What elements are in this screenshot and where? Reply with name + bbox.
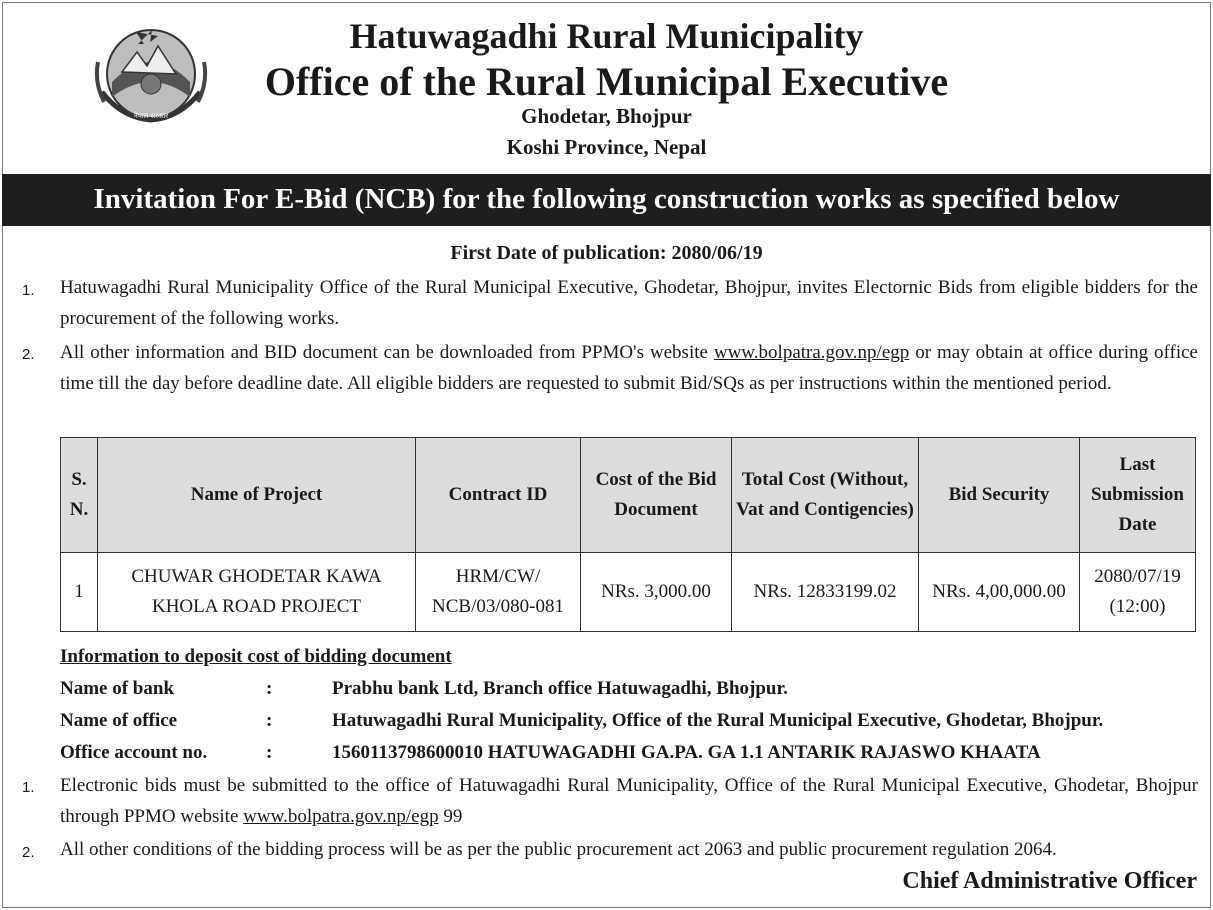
cell-last-submission: 2080/07/19 (12:00) — [1080, 553, 1196, 632]
header-bid-doc-cost: Cost of the Bid Document — [581, 438, 732, 553]
para-1-number: 1. — [22, 282, 35, 299]
deposit-office-value: Hatuwagadhi Rural Municipality, Office of the Rural Municipal Executive, Ghodetar, Bhojpur. — [332, 710, 1104, 731]
bolpatra-link[interactable]: www.bolpatra.gov.np/egp — [713, 342, 910, 363]
table-row — [61, 553, 1196, 632]
note-2: All other conditions of the bidding process will be as per the public procurement act 2063 and public procurement regulation 2064. — [60, 839, 1057, 860]
para-2-number: 2. — [22, 346, 35, 363]
bolpatra-link[interactable]: www.bolpatra.gov.np/egp — [243, 806, 439, 827]
para-2 — [60, 337, 1198, 399]
note-1-pre: Electronic bids must be submitted to the office of Hatuwagadhi Rural Municipality, Office of the Rural Municipal Executive, Ghodetar, Bhojpur through PPMO website — [60, 775, 1198, 827]
para-2-pre: All other information and BID document can be downloaded from PPMO's website — [60, 342, 714, 363]
signature: Chief Administrative Officer — [902, 868, 1197, 894]
deposit-account-value: 1560113798600010 HATUWAGADHI GA.PA. GA 1.1 ANTARIK RAJASWO KHAATA — [332, 742, 1041, 763]
deposit-colon: : — [266, 710, 273, 731]
cell-bid-doc-cost: NRs. 3,000.00 — [581, 553, 732, 632]
cell-project: CHUWAR GHODETAR KAWA KHOLA ROAD PROJECT — [98, 553, 416, 632]
deposit-bank-value: Prabhu bank Ltd, Branch office Hatuwagadhi, Bhojpur. — [332, 678, 788, 699]
publication-date: First Date of publication: 2080/06/19 — [450, 242, 763, 264]
emblem-caption: नेपाल सरकार — [133, 112, 169, 120]
cell-contract-id: HRM/CW/ NCB/03/080-081 — [416, 553, 581, 632]
header-total-cost: Total Cost (Without, Vat and Contigencies) — [732, 438, 919, 553]
header-bid-security: Bid Security — [919, 438, 1080, 553]
deposit-info-title: Information to deposit cost of bidding document — [60, 646, 452, 667]
deposit-bank-label: Name of bank — [60, 678, 175, 699]
cell-total-cost: NRs. 12833199.02 — [732, 553, 919, 632]
header-contract-id: Contract ID — [416, 438, 581, 553]
office-province: Koshi Province, Nepal — [506, 135, 707, 159]
note-1 — [60, 770, 1198, 832]
table-header-row — [61, 438, 1196, 553]
deposit-colon: : — [266, 742, 273, 763]
deposit-account-label: Office account no. — [60, 742, 208, 763]
municipality-name: Hatuwagadhi Rural Municipality — [349, 16, 864, 56]
para-2-post: or may obtain at office during office time till the day before deadline date. All eligible bidders are requested to submit Bid/SQs as per instructions within the mentioned period. — [60, 342, 1198, 394]
header-last-submission: Last Submission Date — [1080, 438, 1196, 553]
note-1-number: 1. — [22, 779, 35, 796]
header-sn: S. N. — [61, 438, 98, 553]
bids-table — [60, 437, 1196, 632]
cell-sn: 1 — [61, 553, 98, 632]
office-location: Ghodetar, Bhojpur — [521, 104, 692, 128]
deposit-colon: : — [266, 678, 273, 699]
office-name: Office of the Rural Municipal Executive — [264, 59, 949, 104]
note-1-post: 99 — [438, 806, 463, 827]
deposit-office-label: Name of office — [60, 710, 178, 731]
header-project: Name of Project — [98, 438, 416, 553]
para-1: Hatuwagadhi Rural Municipality Office of the Rural Municipal Executive, Ghodetar, Bhojpur, invites Electornic Bids from eligible bidders for the procurement of the following works. — [60, 277, 1198, 329]
cell-bid-security: NRs. 4,00,000.00 — [919, 553, 1080, 632]
invitation-banner: Invitation For E-Bid (NCB) for the following construction works as specified below — [2, 174, 1211, 226]
note-2-number: 2. — [22, 844, 35, 861]
